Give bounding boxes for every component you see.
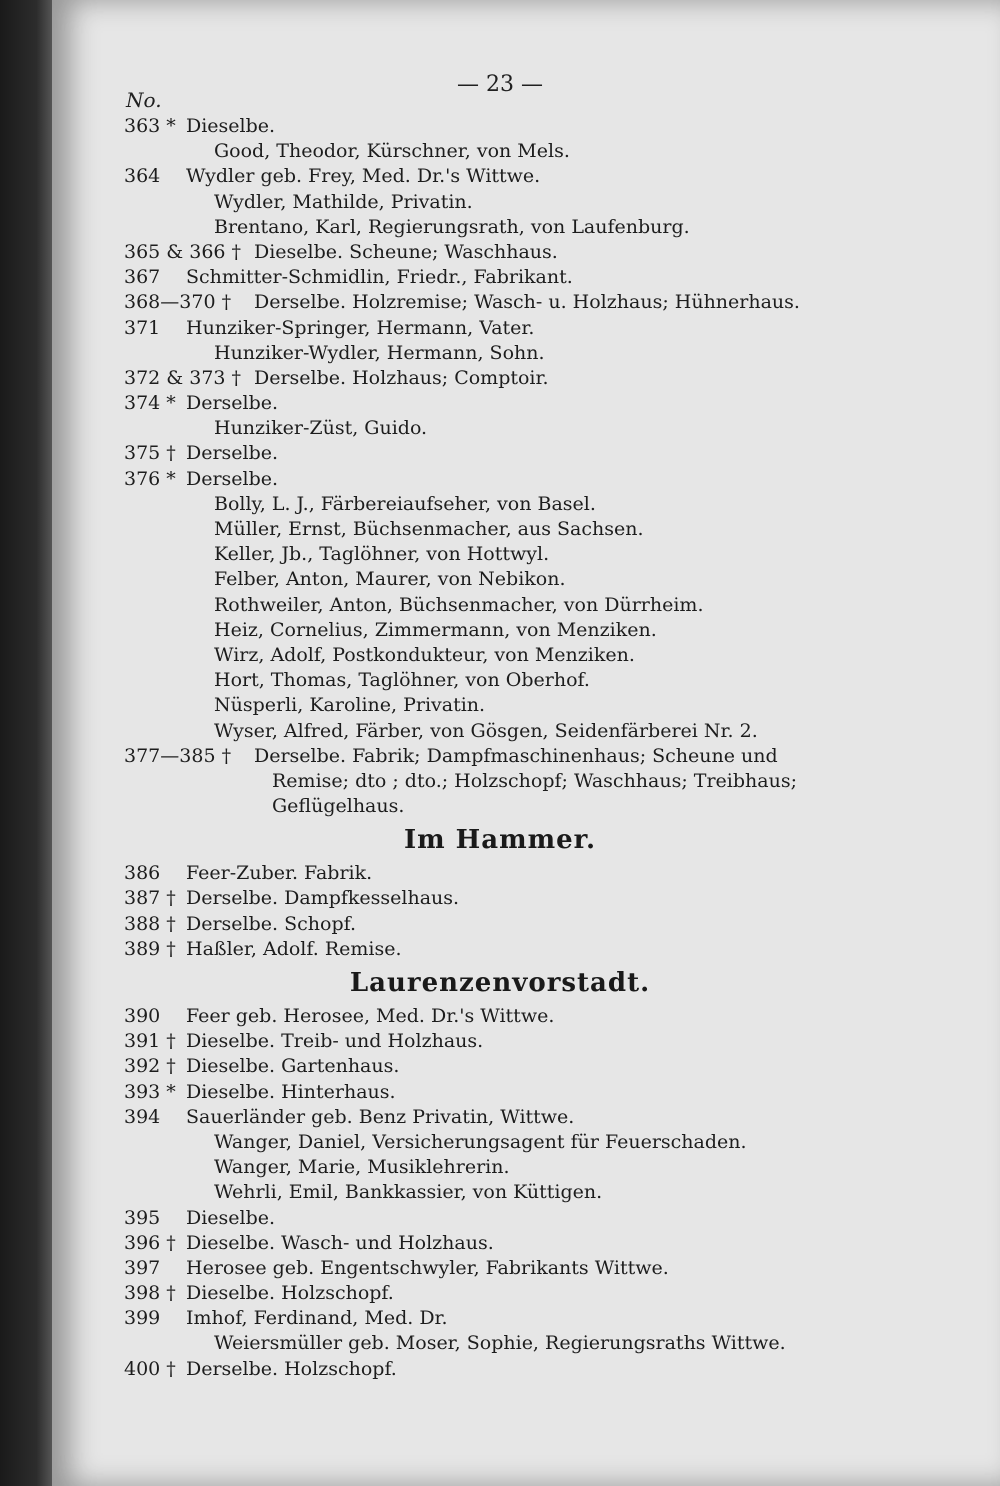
section-heading-laurenzenvorstadt: Laurenzenvorstadt. xyxy=(349,968,651,998)
entry-text: Derselbe. Holzremise; Wasch- u. Holzhaus; Hühnerhaus. xyxy=(254,291,800,314)
entry-number: 396 † xyxy=(124,1231,176,1254)
list-item xyxy=(0,1004,1000,1029)
list-item xyxy=(0,1231,1000,1256)
entry-number: 392 † xyxy=(124,1055,176,1078)
entry-number: 386 xyxy=(124,862,161,885)
list-item xyxy=(0,1331,1000,1356)
entry-number: 390 xyxy=(124,1005,161,1027)
entry-text: Nüsperli, Karoline, Privatin. xyxy=(214,694,486,717)
list-item xyxy=(0,1206,1000,1231)
entry-text: Hunziker-Wydler, Hermann, Sohn. xyxy=(214,341,545,364)
list-item xyxy=(0,567,1000,592)
entry-number: 365 & 366 † xyxy=(124,240,242,263)
list-item xyxy=(0,316,1000,341)
entry-number: 388 † xyxy=(124,912,176,935)
entry-number: 364 xyxy=(124,165,161,188)
list-item xyxy=(0,215,1000,240)
list-item xyxy=(0,719,1000,744)
list-item xyxy=(0,492,1000,517)
entry-text: Wyser, Alfred, Färber, von Gösgen, Seidenfärberei Nr. 2. xyxy=(214,719,758,742)
list-item xyxy=(0,618,1000,643)
page-number: — 23 — xyxy=(457,72,543,97)
list-item xyxy=(0,190,1000,215)
entry-text: Brentano, Karl, Regierungsrath, von Laufenburg. xyxy=(214,215,690,238)
list-item xyxy=(0,886,1000,911)
entry-number: 400 † xyxy=(124,1357,176,1380)
list-item xyxy=(0,1080,1000,1105)
entry-text: Sauerländer geb. Benz Privatin, Wittwe. xyxy=(186,1105,575,1128)
entry-text: Dieselbe. Treib- und Holzhaus. xyxy=(186,1030,484,1053)
entry-number: 399 xyxy=(124,1307,161,1330)
list-item xyxy=(0,114,1000,139)
entry-text: Wydler geb. Frey, Med. Dr.'s Wittwe. xyxy=(186,165,541,188)
entry-text: Wehrli, Emil, Bankkassier, von Küttigen. xyxy=(214,1181,603,1204)
list-item xyxy=(0,1256,1000,1281)
entry-number: 371 xyxy=(124,316,161,339)
list-item xyxy=(0,1180,1000,1205)
list-item xyxy=(0,1357,1000,1382)
list-item xyxy=(0,1054,1000,1079)
list-item xyxy=(0,593,1000,618)
list-item xyxy=(0,467,1000,492)
list-item xyxy=(0,861,1000,886)
entry-text: Hort, Thomas, Taglöhner, von Oberhof. xyxy=(214,669,590,692)
section-heading-im-hammer: Im Hammer. xyxy=(403,825,597,856)
list-item xyxy=(0,912,1000,937)
entry-text: Haßler, Adolf. Remise. xyxy=(186,937,402,960)
list-item xyxy=(0,366,1000,391)
list-item xyxy=(0,1155,1000,1180)
entry-text: Derselbe. xyxy=(186,442,279,465)
list-item xyxy=(0,643,1000,668)
list-item xyxy=(0,1306,1000,1331)
entry-number: 374 * xyxy=(124,392,176,415)
entry-text: Dieselbe. Holzschopf. xyxy=(186,1282,394,1305)
entry-text: Heiz, Cornelius, Zimmermann, von Menziken. xyxy=(214,618,657,641)
entry-text: Dieselbe. Wasch- und Holzhaus. xyxy=(186,1231,494,1254)
list-item xyxy=(0,517,1000,542)
entry-text: Müller, Ernst, Büchsenmacher, aus Sachsen. xyxy=(214,518,644,540)
entry-text: Derselbe. xyxy=(186,467,279,490)
entry-number: 394 xyxy=(124,1105,161,1128)
entry-text: Wydler, Mathilde, Privatin. xyxy=(214,190,473,213)
entry-number: 367 xyxy=(124,266,161,289)
list-item xyxy=(0,139,1000,164)
entry-number: 375 † xyxy=(124,442,176,465)
list-item xyxy=(0,341,1000,366)
entry-text: Derselbe. xyxy=(186,392,279,415)
list-item xyxy=(0,1281,1000,1306)
entry-number: 377—385 † xyxy=(124,744,232,767)
entry-text: Geflügelhaus. xyxy=(272,795,405,818)
entry-text: Herosee geb. Engentschwyler, Fabrikants Wittwe. xyxy=(186,1256,669,1279)
entry-text: Wirz, Adolf, Postkondukteur, von Menziken. xyxy=(214,643,635,666)
entry-list xyxy=(0,114,1000,1382)
entry-text: Feer geb. Herosee, Med. Dr.'s Wittwe. xyxy=(186,1005,555,1027)
entry-text: Imhof, Ferdinand, Med. Dr. xyxy=(186,1307,448,1330)
entry-text: Schmitter-Schmidlin, Friedr., Fabrikant. xyxy=(186,266,573,289)
list-item xyxy=(0,668,1000,693)
list-item xyxy=(0,1130,1000,1155)
list-item xyxy=(0,794,1000,819)
entry-text: Dieselbe. Hinterhaus. xyxy=(186,1080,396,1103)
entry-number: 398 † xyxy=(124,1282,176,1305)
entry-text: Keller, Jb., Taglöhner, von Hottwyl. xyxy=(214,543,550,566)
entry-text: Derselbe. Holzhaus; Comptoir. xyxy=(254,366,549,389)
entry-number: 363 * xyxy=(124,115,176,137)
list-item xyxy=(0,1105,1000,1130)
entry-text: Good, Theodor, Kürschner, von Mels. xyxy=(214,140,570,163)
list-item xyxy=(0,290,1000,315)
entry-number: 393 * xyxy=(124,1080,176,1103)
list-item xyxy=(0,441,1000,466)
entry-number: 395 xyxy=(124,1206,161,1229)
entry-text: Derselbe. Dampfkesselhaus. xyxy=(186,887,460,910)
entry-text: Feer-Zuber. Fabrik. xyxy=(186,862,373,885)
entry-text: Weiersmüller geb. Moser, Sophie, Regierungsraths Wittwe. xyxy=(214,1332,786,1355)
entry-text: Dieselbe. Gartenhaus. xyxy=(186,1055,400,1078)
entry-number: 376 * xyxy=(124,467,176,490)
list-item xyxy=(0,744,1000,769)
entry-text: Derselbe. Fabrik; Dampfmaschinenhaus; Scheune und xyxy=(254,744,778,767)
entry-number: 389 † xyxy=(124,937,176,960)
list-item xyxy=(0,240,1000,265)
entry-number: 397 xyxy=(124,1256,161,1279)
entry-text: Dieselbe. Scheune; Waschhaus. xyxy=(254,240,558,263)
list-item xyxy=(0,164,1000,189)
entry-text: Wanger, Marie, Musiklehrerin. xyxy=(214,1156,510,1179)
entry-text: Hunziker-Springer, Hermann, Vater. xyxy=(186,316,535,339)
entry-text: Wanger, Daniel, Versicherungsagent für Feuerschaden. xyxy=(214,1130,747,1153)
entry-number: 391 † xyxy=(124,1030,176,1053)
entry-number: 372 & 373 † xyxy=(124,366,242,389)
entry-text: Derselbe. Holzschopf. xyxy=(186,1357,397,1380)
list-item xyxy=(0,542,1000,567)
list-item xyxy=(0,769,1000,794)
entry-number: 387 † xyxy=(124,887,176,910)
entry-text: Derselbe. Schopf. xyxy=(186,912,357,935)
list-item xyxy=(0,416,1000,441)
list-item xyxy=(0,265,1000,290)
number-column-label: No. xyxy=(126,88,162,112)
list-item xyxy=(0,1029,1000,1054)
entry-text: Dieselbe. xyxy=(186,115,276,137)
entry-text: Rothweiler, Anton, Büchsenmacher, von Dürrheim. xyxy=(214,593,704,616)
entry-text: Felber, Anton, Maurer, von Nebikon. xyxy=(214,568,566,591)
list-item xyxy=(0,391,1000,416)
list-item xyxy=(0,937,1000,962)
entry-text: Remise; dto ; dto.; Holzschopf; Waschhaus; Treibhaus; xyxy=(272,769,797,792)
entry-text: Bolly, L. J., Färbereiaufseher, von Basel. xyxy=(214,492,596,515)
entry-number: 368—370 † xyxy=(124,291,232,314)
entry-text: Hunziker-Züst, Guido. xyxy=(214,417,428,440)
entry-text: Dieselbe. xyxy=(186,1206,276,1229)
list-item xyxy=(0,693,1000,718)
